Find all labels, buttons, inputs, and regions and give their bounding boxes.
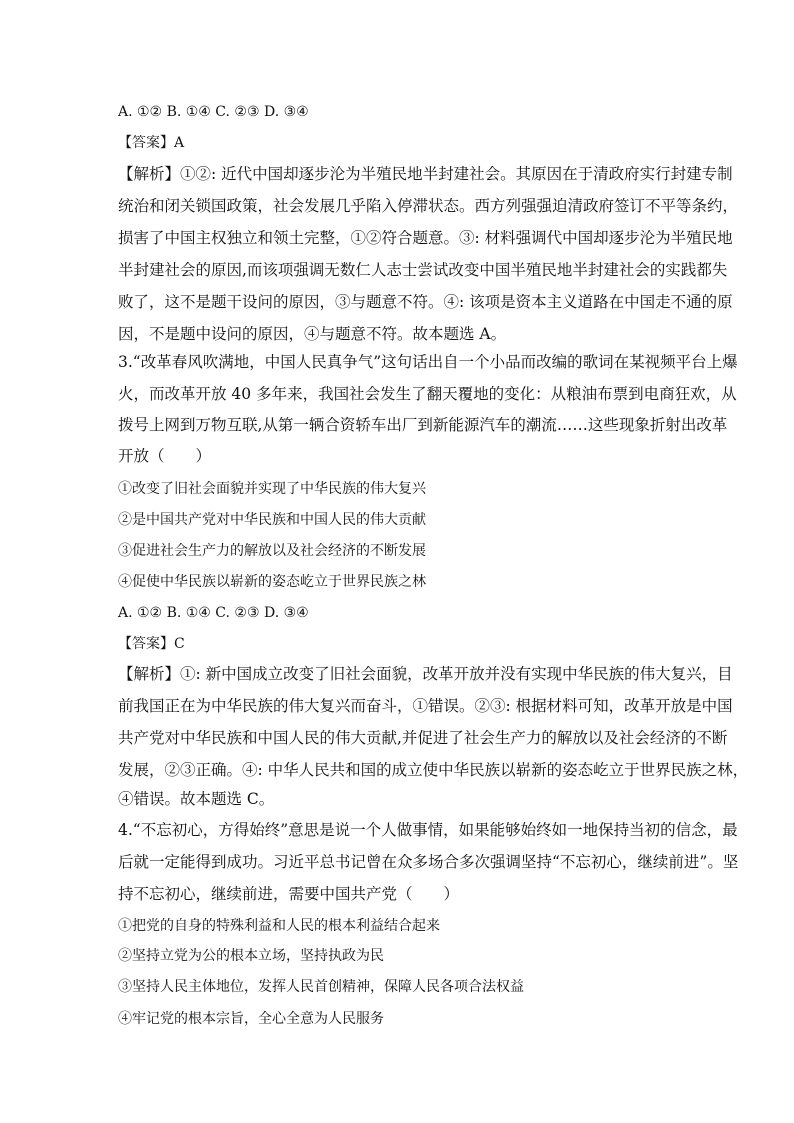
choice-line: ②是中国共产党对中华民族和中国人民的伟大贡献 — [118, 512, 426, 528]
choice-line: ①把党的自身的特殊利益和人民的根本利益结合起来 — [118, 918, 440, 934]
choice-line: ④促使中华民族以崭新的姿态屹立于世界民族之林 — [118, 574, 426, 590]
analysis-line: 因，不是题中设问的原因，④与题意不符。故本题选 A。 — [118, 325, 507, 343]
question-line: 持不忘初心，继续前进，需要中国共产党（ ） — [118, 885, 460, 903]
analysis-line: 【解析】①②: 近代中国却逐步沦为半殖民地半封建社会。其原因在于清政府实行封建专制 — [118, 165, 733, 183]
analysis-line: 共产党对中华民族和中国人民的伟大贡献,并促进了社会生产力的解放以及社会经济的不断 — [118, 729, 728, 747]
options-line: A. ①② B. ①④ C. ②③ D. ③④ — [118, 104, 309, 120]
choice-line: ③促进社会生产力的解放以及社会经济的不断发展 — [118, 543, 426, 559]
choice-line: ③坚持人民主体地位，发挥人民首创精神，保障人民各项合法权益 — [118, 979, 524, 995]
analysis-line: ④错误。故本题选 C。 — [118, 790, 275, 808]
answer-line: 【答案】A — [118, 135, 185, 151]
analysis-line: 【解析】①: 新中国成立改变了旧社会面貌，改革开放并没有实现中华民族的伟大复兴，目 — [118, 665, 733, 683]
question-line: 4.“不忘初心，方得始终”意思是说一个人做事情，如果能够始终如一地保持当初的信念，最 — [118, 821, 738, 839]
choice-line: ①改变了旧社会面貌并实现了中华民族的伟大复兴 — [118, 481, 426, 497]
analysis-line: 损害了中国主权独立和领土完整，①②符合题意。③: 材料强调代中国却逐步沦为半殖民地 — [118, 229, 733, 247]
question-line: 拨号上网到万物互联,从第一辆合资轿车出厂到新能源汽车的潮流……这些现象折射出改革 — [118, 416, 728, 434]
analysis-line: 发展，②③正确。④: 中华人民共和国的成立使中华民族以崭新的姿态屹立于世界民族之林， — [118, 761, 749, 779]
analysis-line: 前我国正在为中华民族的伟大复兴而奋斗，①错误。②③: 根据材料可知，改革开放是中国 — [118, 697, 733, 715]
analysis-line: 半封建社会的原因,而该项强调无数仁人志士尝试改变中国半殖民地半封建社会的实践都失 — [118, 261, 728, 279]
answer-line: 【答案】C — [118, 636, 185, 652]
analysis-line: 败了，这不是题干设问的原因，③与题意不符。④: 该项是资本主义道路在中国走不通的原 — [118, 293, 733, 311]
options-line: A. ①② B. ①④ C. ②③ D. ③④ — [118, 605, 309, 621]
question-line: 后就一定能得到成功。习近平总书记曾在众多场合多次强调坚持“不忘初心，继续前进”。坚 — [118, 853, 739, 871]
choice-line: ④牢记党的根本宗旨，全心全意为人民服务 — [118, 1011, 384, 1027]
question-line: 开放（ ） — [118, 447, 212, 465]
question-line: 火，而改革开放 40 多年来，我国社会发生了翻天覆地的变化：从粮油布票到电商狂欢，从 — [118, 385, 737, 403]
analysis-line: 统治和闭关锁国政策，社会发展几乎陷入停滞状态。西方列强强迫清政府签订不平等条约， — [118, 197, 739, 215]
question-line: 3.“改革春风吹满地，中国人民真争气”这句话出自一个小品而改编的歌词在某视频平台上爆 — [118, 353, 738, 371]
choice-line: ②坚持立党为公的根本立场，坚持执政为民 — [118, 948, 384, 964]
